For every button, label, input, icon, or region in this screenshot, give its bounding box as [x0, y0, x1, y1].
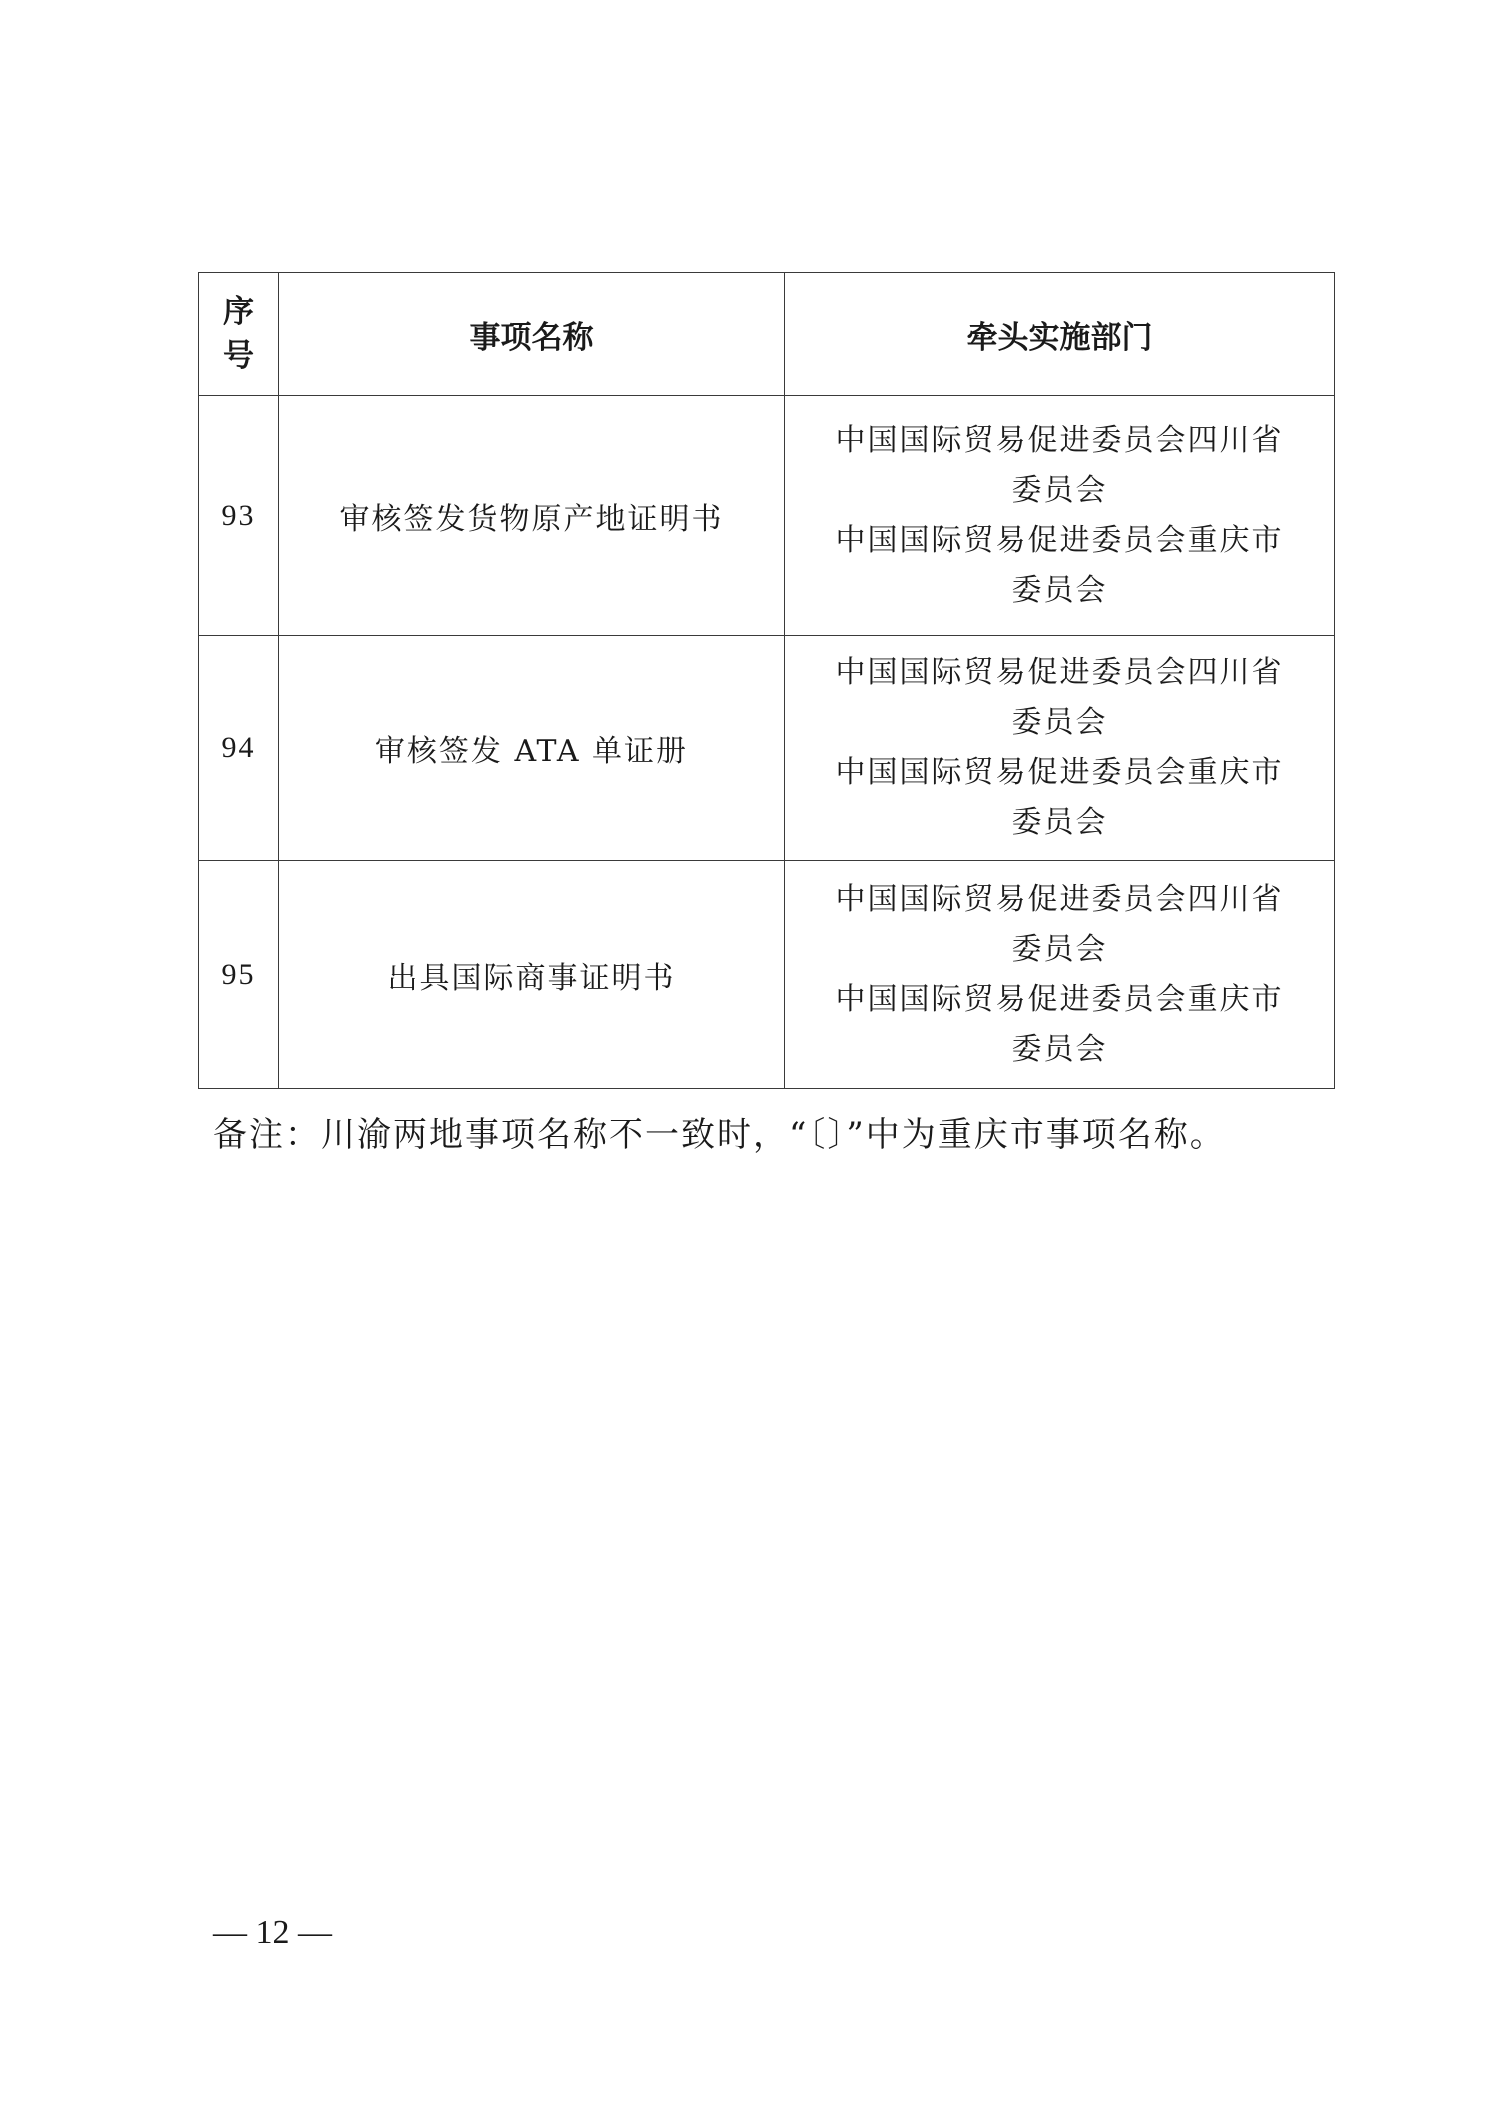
dept-line: 中国国际贸易促进委员会四川省	[835, 881, 1284, 917]
items-table	[198, 272, 1335, 1089]
table-row	[199, 396, 1335, 636]
dept-line: 委员会	[1011, 472, 1108, 508]
table-note: 备注：川渝两地事项名称不一致时，“〔〕”中为重庆市事项名称。	[213, 1115, 1226, 1155]
page-number: — 12 —	[213, 1914, 332, 1951]
row-lead-dept	[785, 861, 1335, 1089]
dept-line: 委员会	[1011, 705, 1108, 740]
row-lead-dept	[785, 636, 1335, 861]
row-seq: 94	[199, 636, 279, 861]
dept-line: 委员会	[1011, 805, 1108, 840]
dept-line: 中国国际贸易促进委员会四川省	[835, 655, 1284, 690]
row-item-name: 出具国际商事证明书	[279, 861, 785, 1089]
dept-line: 委员会	[1011, 1031, 1108, 1067]
dept-line: 中国国际贸易促进委员会重庆市	[835, 522, 1284, 558]
dept-line: 委员会	[1011, 572, 1108, 608]
dept-line: 中国国际贸易促进委员会重庆市	[835, 981, 1284, 1017]
table-row	[199, 636, 1335, 861]
header-seq-line1: 序	[223, 294, 254, 330]
header-seq	[199, 273, 279, 396]
table-row	[199, 861, 1335, 1089]
header-lead-dept: 牵头实施部门	[785, 273, 1335, 396]
dept-line: 委员会	[1011, 931, 1108, 967]
row-seq: 95	[199, 861, 279, 1089]
row-seq: 93	[199, 396, 279, 636]
dept-line: 中国国际贸易促进委员会四川省	[835, 422, 1284, 458]
header-item-name: 事项名称	[279, 273, 785, 396]
header-seq-line2: 号	[223, 338, 254, 374]
dept-line: 中国国际贸易促进委员会重庆市	[835, 755, 1284, 790]
table-header-row	[199, 273, 1335, 396]
row-item-name: 审核签发 ATA 单证册	[279, 636, 785, 861]
row-lead-dept	[785, 396, 1335, 636]
row-item-name: 审核签发货物原产地证明书	[279, 396, 785, 636]
